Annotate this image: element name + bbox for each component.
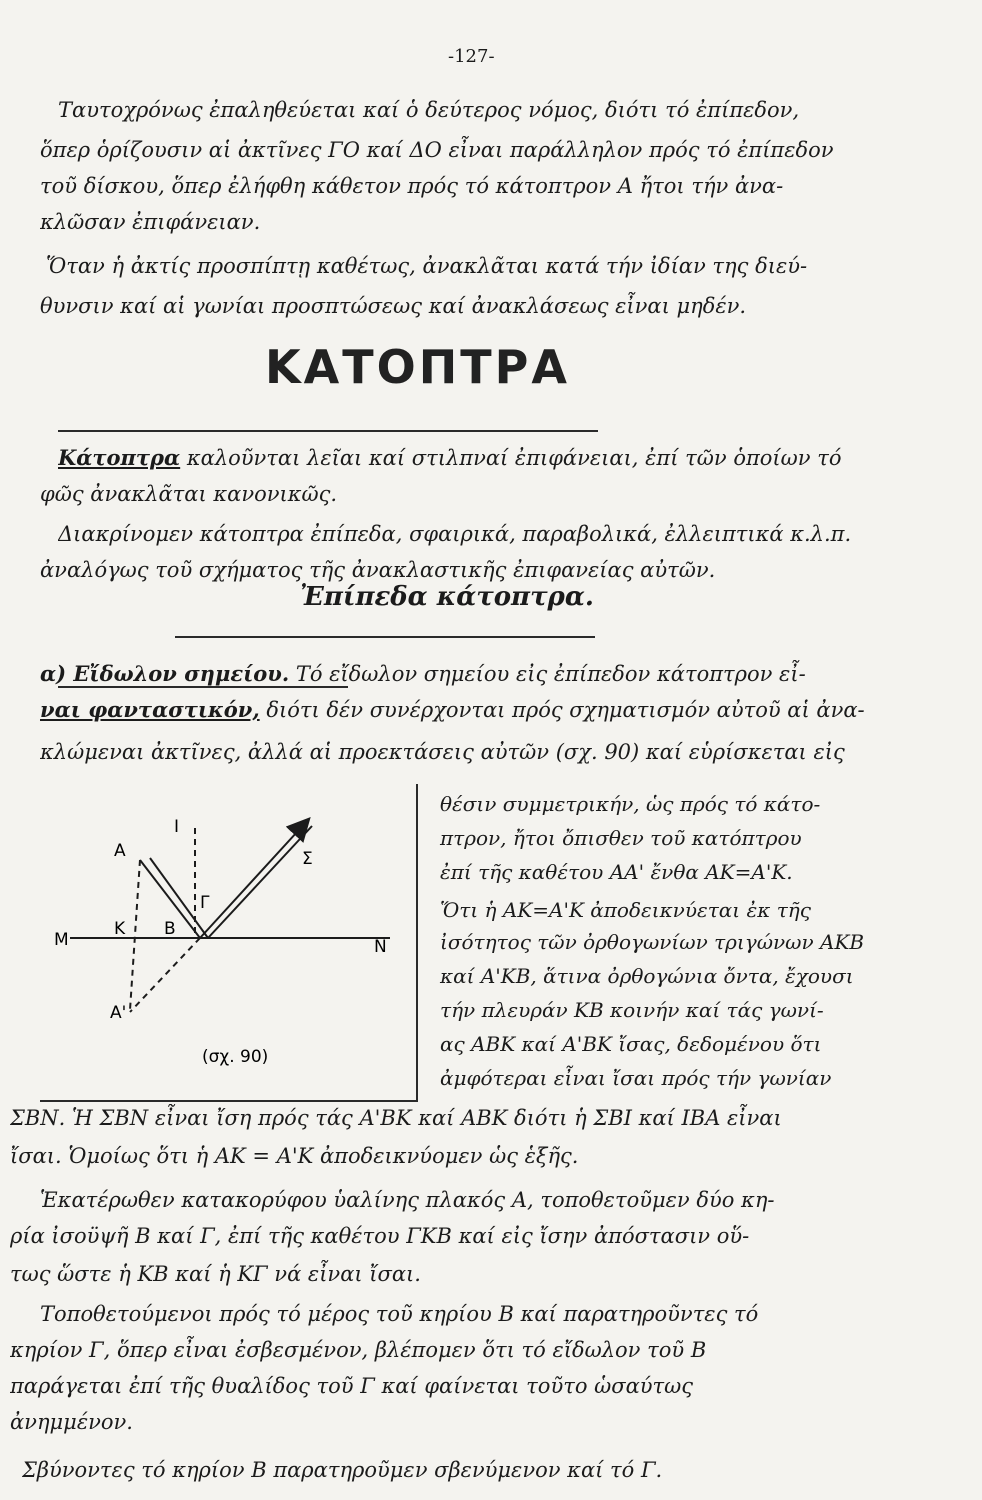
reflected-ray bbox=[200, 820, 308, 938]
figure-90 bbox=[40, 780, 420, 1100]
text-line: ὅπερ ὁρίζουσιν αἱ ἀκτῖνες ΓΟ καί ΔΟ εἶναι παράλληλον πρός τό ἐπίπεδον bbox=[40, 138, 834, 162]
label-K: Κ bbox=[114, 919, 126, 939]
right-text-line: ἀμφότεραι εἶναι ἴσαι πρός τήν γωνίαν bbox=[440, 1066, 832, 1090]
figure-caption: (σχ. 90) bbox=[202, 1047, 269, 1067]
divider bbox=[40, 1100, 418, 1102]
section-a-label: α) Εἴδωλον σημείου. bbox=[40, 661, 290, 686]
section-a-text-2: διότι δέν συνέρχονται πρός σχηματισμόν αὐτοῦ αἱ ἀνα- bbox=[259, 698, 865, 722]
definition-line-2: φῶς ἀνακλᾶται κανονικῶς. bbox=[40, 482, 338, 506]
text-line: ἴσαι. Ὁμοίως ὅτι ἡ ΑΚ = Α'Κ ἀποδεικνύομεν ὡς ἑξῆς. bbox=[10, 1144, 579, 1168]
definition-keyword: Κάτοπτρα bbox=[58, 445, 181, 470]
right-text-line: καί Α'ΚΒ, ἅτινα ὀρθογώνια ὄντα, ἔχουσι bbox=[440, 964, 854, 988]
phantom-keyword: ναι φανταστικόν, bbox=[40, 697, 260, 722]
reflected-ray-2 bbox=[208, 826, 312, 938]
right-text-line: Ὅτι ἡ ΑΚ=Α'Κ ἀποδεικνύεται ἐκ τῆς bbox=[440, 898, 811, 922]
divider bbox=[58, 686, 348, 688]
text-line: Ταυτοχρόνως ἐπαληθεύεται καί ὁ δεύτερος νόμος, διότι τό ἐπίπεδον, bbox=[58, 98, 800, 122]
text-line: παράγεται ἐπί τῆς θυαλίδος τοῦ Γ καί φαίνεται τοῦτο ὡσαύτως bbox=[10, 1374, 694, 1398]
right-text-line: ας ΑΒΚ καί Α'ΒΚ ἴσας, δεδομένου ὅτι bbox=[440, 1032, 822, 1056]
label-N: Ν bbox=[374, 937, 387, 957]
right-text-line: ἐπί τῆς καθέτου ΑΑ' ἔνθα ΑΚ=Α'Κ. bbox=[440, 860, 793, 884]
page-number: -127- bbox=[448, 46, 495, 67]
divider bbox=[58, 430, 598, 432]
section-a-line-3: κλώμεναι ἀκτῖνες, ἀλλά αἱ προεκτάσεις αὐτῶν (σχ. 90) καί εὑρίσκεται εἰς bbox=[40, 740, 845, 764]
section-a-line-2 bbox=[40, 696, 950, 724]
text-line: θυνσιν καί αἱ γωνίαι προσπτώσεως καί ἀνακλάσεως εἶναι μηδέν. bbox=[40, 294, 747, 318]
text-line: τως ὥστε ἡ ΚΒ καί ἡ ΚΓ νά εἶναι ἴσαι. bbox=[10, 1262, 421, 1286]
label-M: Μ bbox=[54, 930, 69, 950]
text-line: Διακρίνομεν κάτοπτρα ἐπίπεδα, σφαιρικά, παραβολικά, ἐλλειπτικά κ.λ.π. bbox=[58, 522, 852, 546]
text-line: ἀνημμένον. bbox=[10, 1410, 133, 1434]
text-line: ἀναλόγως τοῦ σχήματος τῆς ἀνακλαστικῆς ἐπιφανείας αὐτῶν. bbox=[40, 558, 716, 582]
right-text-line: θέσιν συμμετρικήν, ὡς πρός τό κάτο- bbox=[440, 792, 821, 816]
perpendicular-dashed bbox=[130, 860, 140, 1010]
label-A-prime: Α' bbox=[110, 1003, 127, 1023]
label-A: Α bbox=[114, 841, 126, 861]
label-I: Ι bbox=[174, 817, 180, 837]
column-divider bbox=[416, 784, 418, 1102]
label-B: Β bbox=[164, 919, 176, 939]
section-a-line bbox=[40, 660, 950, 688]
right-text-line: πτρον, ἤτοι ὄπισθεν τοῦ κατόπτρου bbox=[440, 826, 802, 850]
label-Sigma: Σ bbox=[302, 849, 313, 869]
text-line: ρία ἰσοϋψῆ Β καί Γ, ἐπί τῆς καθέτου ΓΚΒ καί εἰς ἴσην ἀπόστασιν οὕ- bbox=[10, 1224, 750, 1248]
text-line: κηρίον Γ, ὅπερ εἶναι ἐσβεσμένον, βλέπομεν ὅτι τό εἴδωλον τοῦ Β bbox=[10, 1338, 707, 1362]
text-line: κλῶσαν ἐπιφάνειαν. bbox=[40, 210, 261, 234]
text-line: Ἑκατέρωθεν κατακορύφου ὑαλίνης πλακός Α, τοποθετοῦμεν δύο κη- bbox=[40, 1188, 775, 1212]
right-text-line: τήν πλευράν ΚΒ κοινήν καί τάς γωνί- bbox=[440, 998, 824, 1022]
text-line: Ὅταν ἡ ἀκτίς προσπίπτῃ καθέτως, ἀνακλᾶται κατά τήν ἰδίαν της διεύ- bbox=[46, 254, 808, 278]
label-Gamma: Γ bbox=[200, 893, 210, 913]
text-line: ΣΒΝ. Ἡ ΣΒΝ εἶναι ἴση πρός τάς Α'ΒΚ καί ΑΒΚ διότι ἡ ΣΒΙ καί ΙΒΑ εἶναι bbox=[10, 1106, 782, 1130]
text-line: Τοποθετούμενοι πρός τό μέρος τοῦ κηρίου Β καί παρατηροῦντες τό bbox=[40, 1302, 759, 1326]
subheading: Ἐπίπεδα κάτοπτρα. bbox=[300, 582, 594, 612]
ray-extension bbox=[130, 938, 200, 1012]
definition-text: καλοῦνται λεῖαι καί στιλπναί ἐπιφάνειαι, ἐπί τῶν ὁποίων τό bbox=[180, 446, 842, 470]
text-line: Σβύνοντες τό κηρίον Β παρατηροῦμεν σβενύμενον καί τό Γ. bbox=[22, 1458, 663, 1482]
text-line: τοῦ δίσκου, ὅπερ ἐλήφθη κάθετον πρός τό κάτοπτρον Α ἤτοι τήν ἀνα- bbox=[40, 174, 784, 198]
right-text-line: ἰσότητος τῶν ὀρθογωνίων τριγώνων ΑΚΒ bbox=[440, 930, 865, 954]
definition-line bbox=[58, 444, 968, 472]
section-a-text: Τό εἴδωλον σημείου εἰς ἐπίπεδον κάτοπτρον εἶ- bbox=[289, 662, 806, 686]
section-heading: ΚΑΤΟΠΤΡΑ bbox=[265, 340, 570, 394]
divider bbox=[175, 636, 595, 638]
